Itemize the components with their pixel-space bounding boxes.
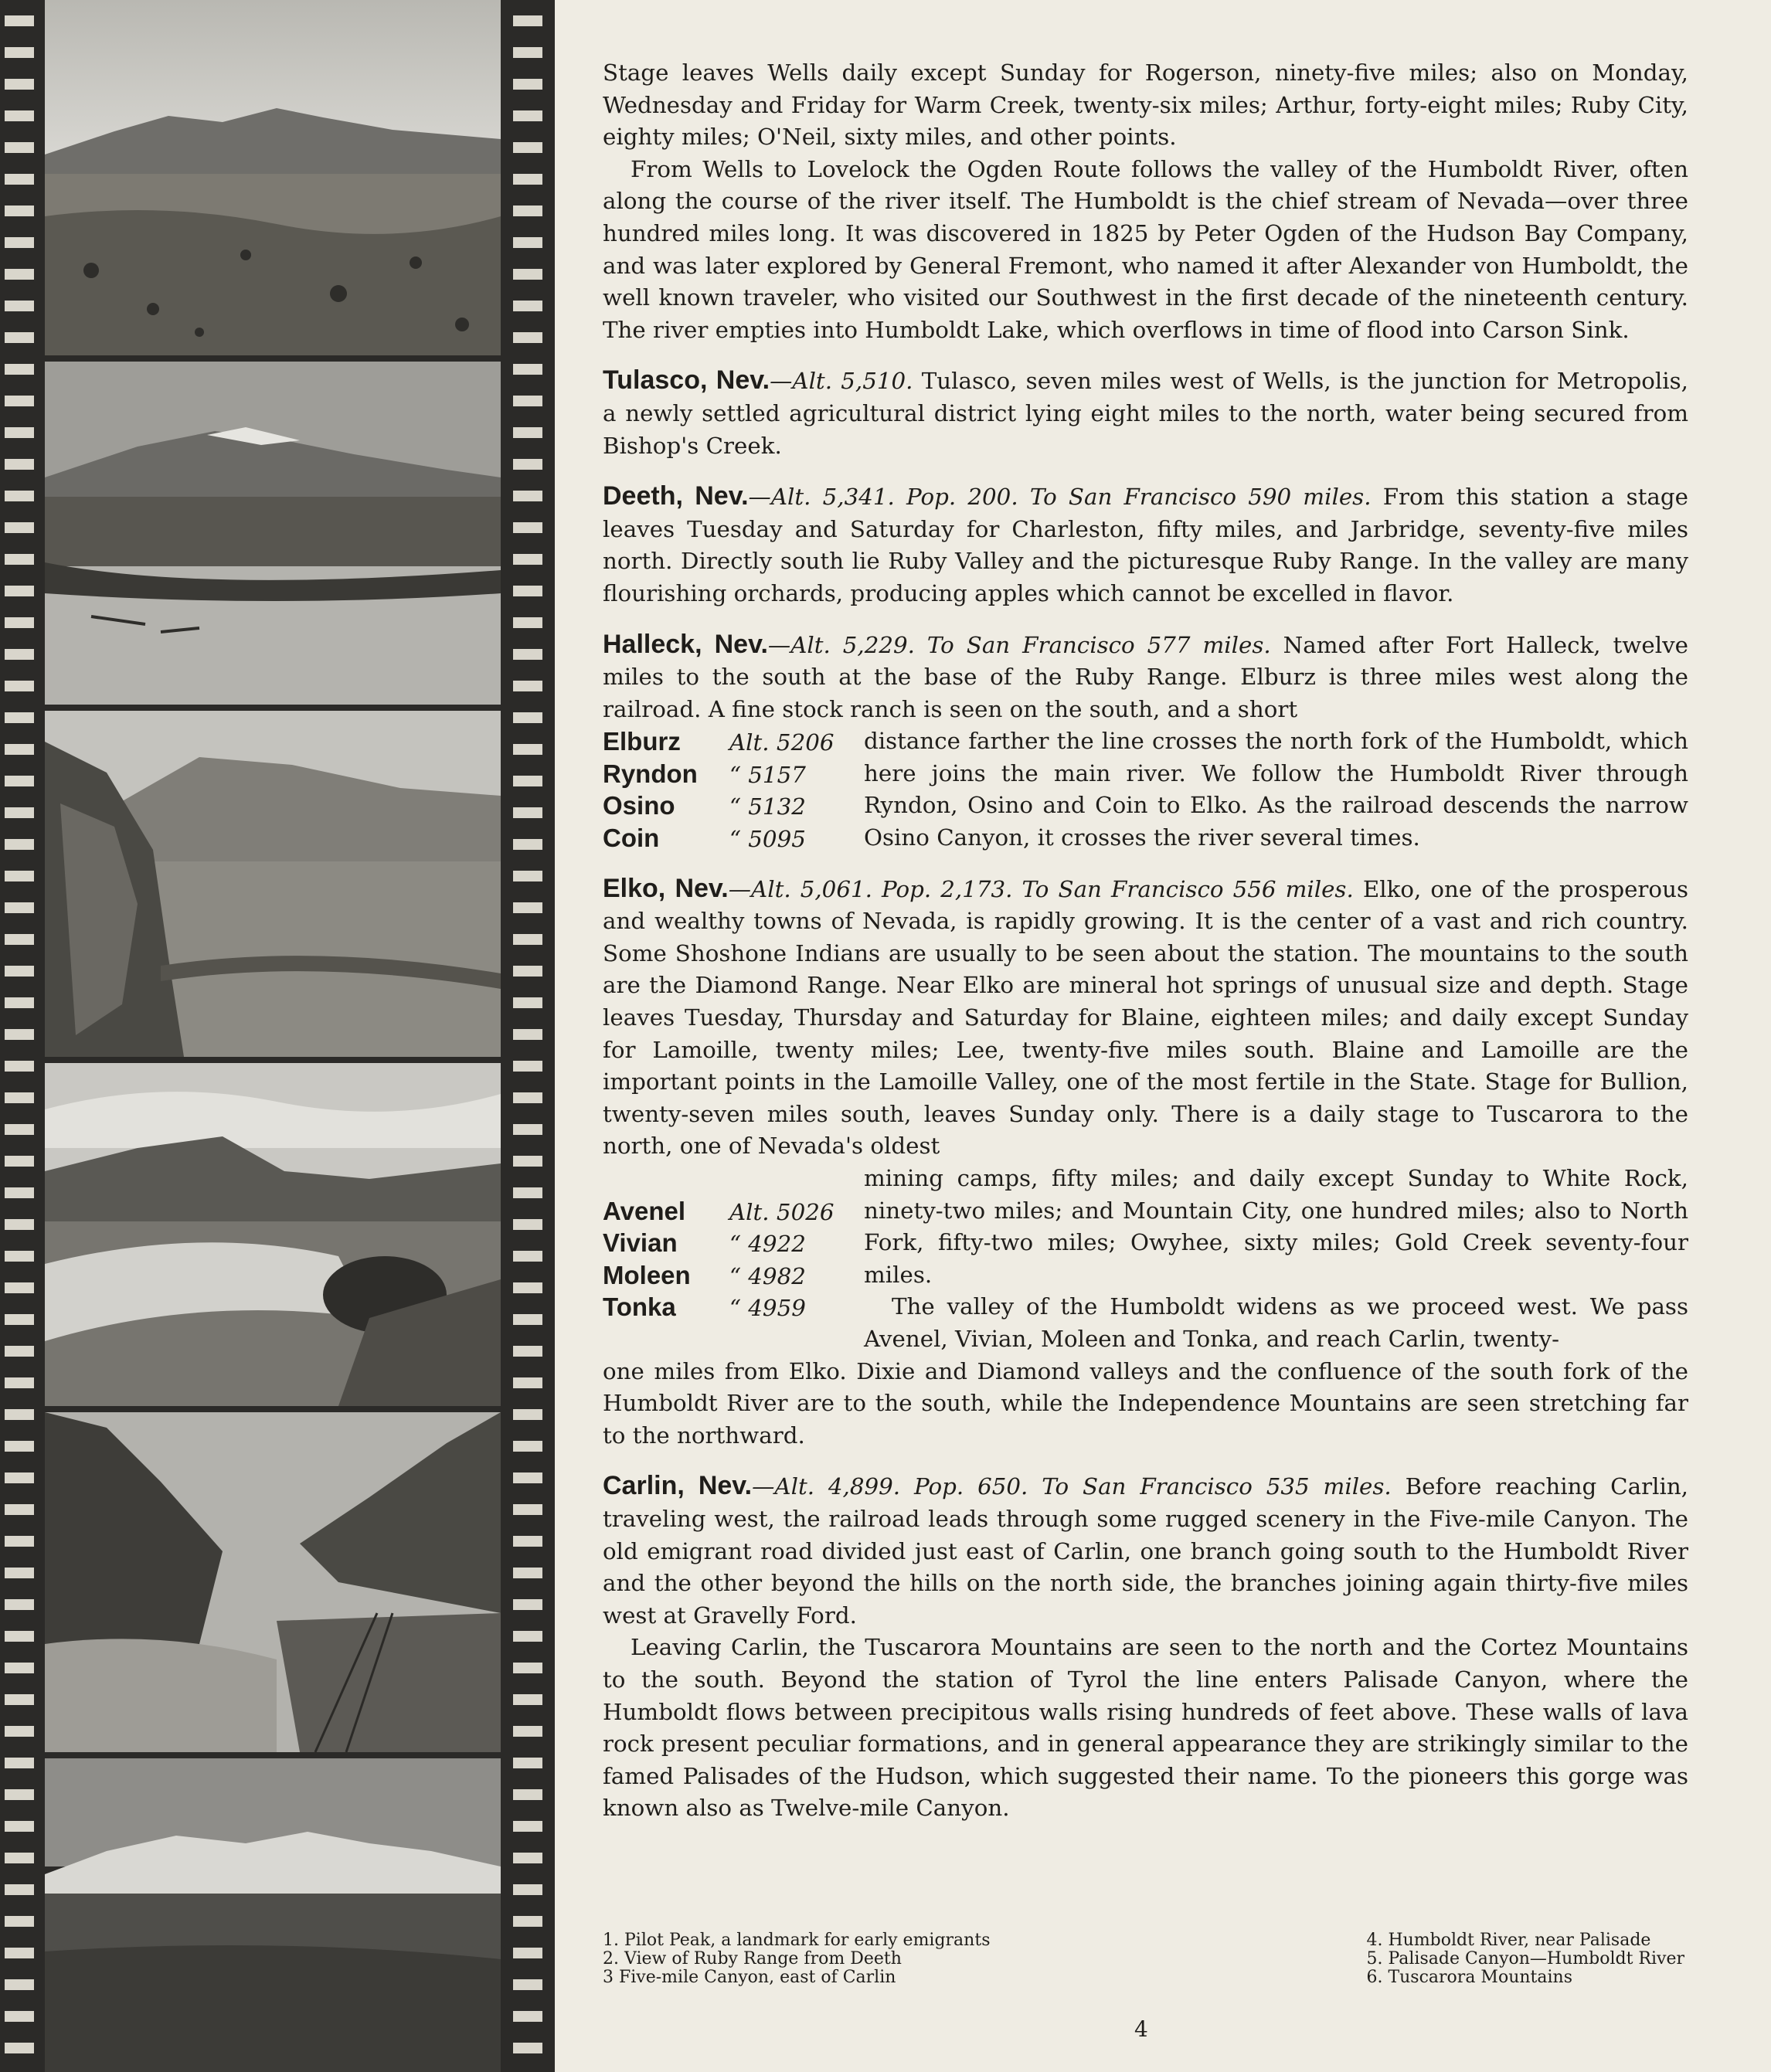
station-name: Avenel xyxy=(603,1196,685,1225)
station-name: Vivian xyxy=(603,1228,678,1258)
station-name: Tonka xyxy=(603,1292,676,1322)
station-altitude: “ 4982 xyxy=(729,1262,806,1289)
station-table xyxy=(603,1163,864,1356)
station-altitude: “ 5095 xyxy=(729,826,806,853)
station-heading: Elko, Nev. xyxy=(603,873,729,903)
photo-ruby-range xyxy=(45,362,501,705)
intro-paragraph-1: Stage leaves Wells daily except Sunday for Rogerson, ninety-five miles; also on Monday, Wednesday and Friday for Warm Creek, twenty-six miles; Arthur, forty-eight miles; Ruby City, eighty miles; O'Neil, sixty miles, and other points. xyxy=(603,59,1688,151)
station-text: Tulasco, seven miles west of Wells, is the junction for Metropolis, a newly settled agricultural district lying eight miles to the north, water being secured from Bishop's Creek. xyxy=(603,368,1688,459)
station-heading: Tulasco, Nev. xyxy=(603,365,770,396)
entry-deeth xyxy=(603,481,1688,610)
page-number: 4 xyxy=(1134,2016,1148,2042)
station-heading: Carlin, Nev. xyxy=(603,1471,753,1501)
station-row xyxy=(603,822,864,854)
station-side-text-1: mining camps, fifty miles; and daily except Sunday to White Rock, ninety-two miles; and Mountain City, one hundred miles; also to North Fork, fifty-two miles; Owyhee, sixty miles; Gold Creek seventy-four miles. xyxy=(864,1165,1688,1288)
station-name: Elburz xyxy=(603,727,681,756)
station-meta: —Alt. 5,229. To San Francisco 577 miles. xyxy=(767,631,1271,658)
station-text: From this station a stage leaves Tuesday and Saturday for Charleston, fifty miles, and Jarbridge, seventy-five miles north. Directly south lie Ruby Valley and the picturesque Ruby Range. In the valley are many flourishing orchards, producing apples which cannot be excelled in flavor. xyxy=(603,484,1688,606)
carlin-paragraph-2: Leaving Carlin, the Tuscarora Mountains are seen to the north and the Cortez Mountains to the south. Beyond the station of Tyrol the line enters Palisade Canyon, where the Humboldt flows between precipitous walls rising hundreds of feet above. These walls of lava rock present peculiar formations, and in general appearance they are strikingly similar to the famed Palisades of the Hudson, which suggested their name. To the pioneers this gorge was known also as Twelve-mile Canyon. xyxy=(603,1634,1688,1822)
captions-right xyxy=(1366,1931,1684,1987)
photo-five-mile-canyon xyxy=(45,711,501,1057)
photo-captions xyxy=(603,1931,1700,1987)
captions-left xyxy=(603,1931,990,1987)
station-heading: Deeth, Nev. xyxy=(603,481,749,511)
station-row xyxy=(603,1195,864,1228)
station-meta: —Alt. 5,061. Pop. 2,173. To San Francisco 556 miles. xyxy=(728,875,1354,902)
station-meta: —Alt. 4,899. Pop. 650. To San Francisco 535 miles. xyxy=(752,1473,1392,1500)
entry-carlin xyxy=(603,1470,1688,1632)
station-name: Ryndon xyxy=(603,759,698,788)
film-perforations-left xyxy=(5,0,34,2072)
station-name: Coin xyxy=(603,824,660,853)
station-name: Moleen xyxy=(603,1260,691,1289)
station-row xyxy=(603,758,864,790)
station-altitude: “ 4959 xyxy=(729,1295,806,1322)
station-altitude: Alt. 5026 xyxy=(729,1198,835,1225)
caption-item: 6. Tuscarora Mountains xyxy=(1366,1968,1572,1987)
film-perforations-right xyxy=(513,0,542,2072)
entry-halleck xyxy=(603,629,1688,726)
station-row xyxy=(603,1227,864,1259)
station-row xyxy=(603,1259,864,1292)
caption-item: 2. View of Ruby Range from Deeth xyxy=(603,1949,902,1968)
station-row xyxy=(603,790,864,822)
station-altitude: “ 5132 xyxy=(729,793,806,820)
station-meta: —Alt. 5,510. xyxy=(770,368,913,395)
station-text: Named after Fort Halleck, twelve miles to the south at the base of the Ruby Range. Elburz is three miles west along the railroad. A fine stock ranch is seen on the south, and a short xyxy=(603,631,1688,722)
elko-tail-text: one miles from Elko. Dixie and Diamond valleys and the confluence of the south fork of the Humboldt River are to the south, while the Independence Mountains are seen stretching far to the northward. xyxy=(603,1357,1688,1449)
station-heading: Halleck, Nev. xyxy=(603,629,768,659)
station-altitude: Alt. 5206 xyxy=(729,729,835,756)
station-meta: —Alt. 5,341. Pop. 200. To San Francisco 590 miles. xyxy=(748,484,1372,511)
station-altitude: “ 4922 xyxy=(729,1231,806,1258)
halleck-station-list xyxy=(603,725,1688,854)
station-row xyxy=(603,725,864,758)
station-side-text: distance farther the line crosses the north fork of the Humboldt, which here joins the main river. We follow the Humboldt River through Ryndon, Osino and Coin to Elko. As the railroad descends the narrow Osino Canyon, it crosses the river several times. xyxy=(864,728,1688,851)
station-name: Osino xyxy=(603,791,675,820)
station-text: Elko, one of the prosperous and wealthy towns of Nevada, is rapidly growing. It is the center of a vast and rich country. Some Shoshone Indians are usually to be seen about the station. The mountains to the south are the Diamond Range. Near Elko are mineral hot springs of unusual size and depth. Stage leaves Tuesday, Thursday and Saturday for Blaine, eighteen miles; and daily except Sunday for Lamoille, twenty miles; Lee, twenty-five miles south. Blaine and Lamoille are the important points in the Lamoille Valley, one of the most fertile in the State. Stage for Bullion, twenty-seven miles south, leaves Sunday only. There is a daily stage to Tuscarora to the north, one of Nevada's oldest xyxy=(603,875,1688,1160)
station-side-text xyxy=(864,1163,1688,1356)
elko-station-list xyxy=(603,1163,1688,1356)
station-table xyxy=(603,725,864,854)
station-text: Before reaching Carlin, traveling west, the railroad leads through some rugged scenery in the Five-mile Canyon. The old emigrant road divided just east of Carlin, one branch going south to the Humboldt River and the other beyond the hills on the north side, the branches joining again thirty-five miles west at Gravelly Ford. xyxy=(603,1473,1688,1629)
station-altitude: “ 5157 xyxy=(729,761,806,788)
station-row xyxy=(603,1291,864,1323)
caption-item: 3 Five-mile Canyon, east of Carlin xyxy=(603,1968,896,1987)
caption-item: 5. Palisade Canyon—Humboldt River xyxy=(1366,1949,1684,1968)
film-strip xyxy=(0,0,555,2072)
station-side-text-2: The valley of the Humboldt widens as we proceed west. We pass Avenel, Vivian, Moleen and Tonka, and reach Carlin, twenty- xyxy=(864,1293,1688,1352)
photo-palisade-canyon xyxy=(45,1412,501,1752)
photo-pilot-peak xyxy=(45,0,501,355)
entry-tulasco xyxy=(603,365,1688,462)
entry-elko xyxy=(603,873,1688,1163)
caption-item: 1. Pilot Peak, a landmark for early emigrants xyxy=(603,1931,991,1950)
caption-item: 4. Humboldt River, near Palisade xyxy=(1366,1931,1651,1950)
intro-paragraph-2: From Wells to Lovelock the Ogden Route follows the valley of the Humboldt River, often along the course of the river itself. The Humboldt is the chief stream of Nevada—over three hundred miles long. It was discovered in 1825 by Peter Ogden of the Hudson Bay Company, and was later explored by General Fremont, who named it after Alexander von Humboldt, the well known traveler, who visited our Southwest in the first decade of the nineteenth century. The river empties into Humboldt Lake, which overflows in time of flood into Carson Sink. xyxy=(603,155,1688,343)
photo-tuscarora-mountains xyxy=(45,1758,501,2072)
photo-humboldt-river xyxy=(45,1063,501,1406)
article-text xyxy=(603,57,1688,1825)
